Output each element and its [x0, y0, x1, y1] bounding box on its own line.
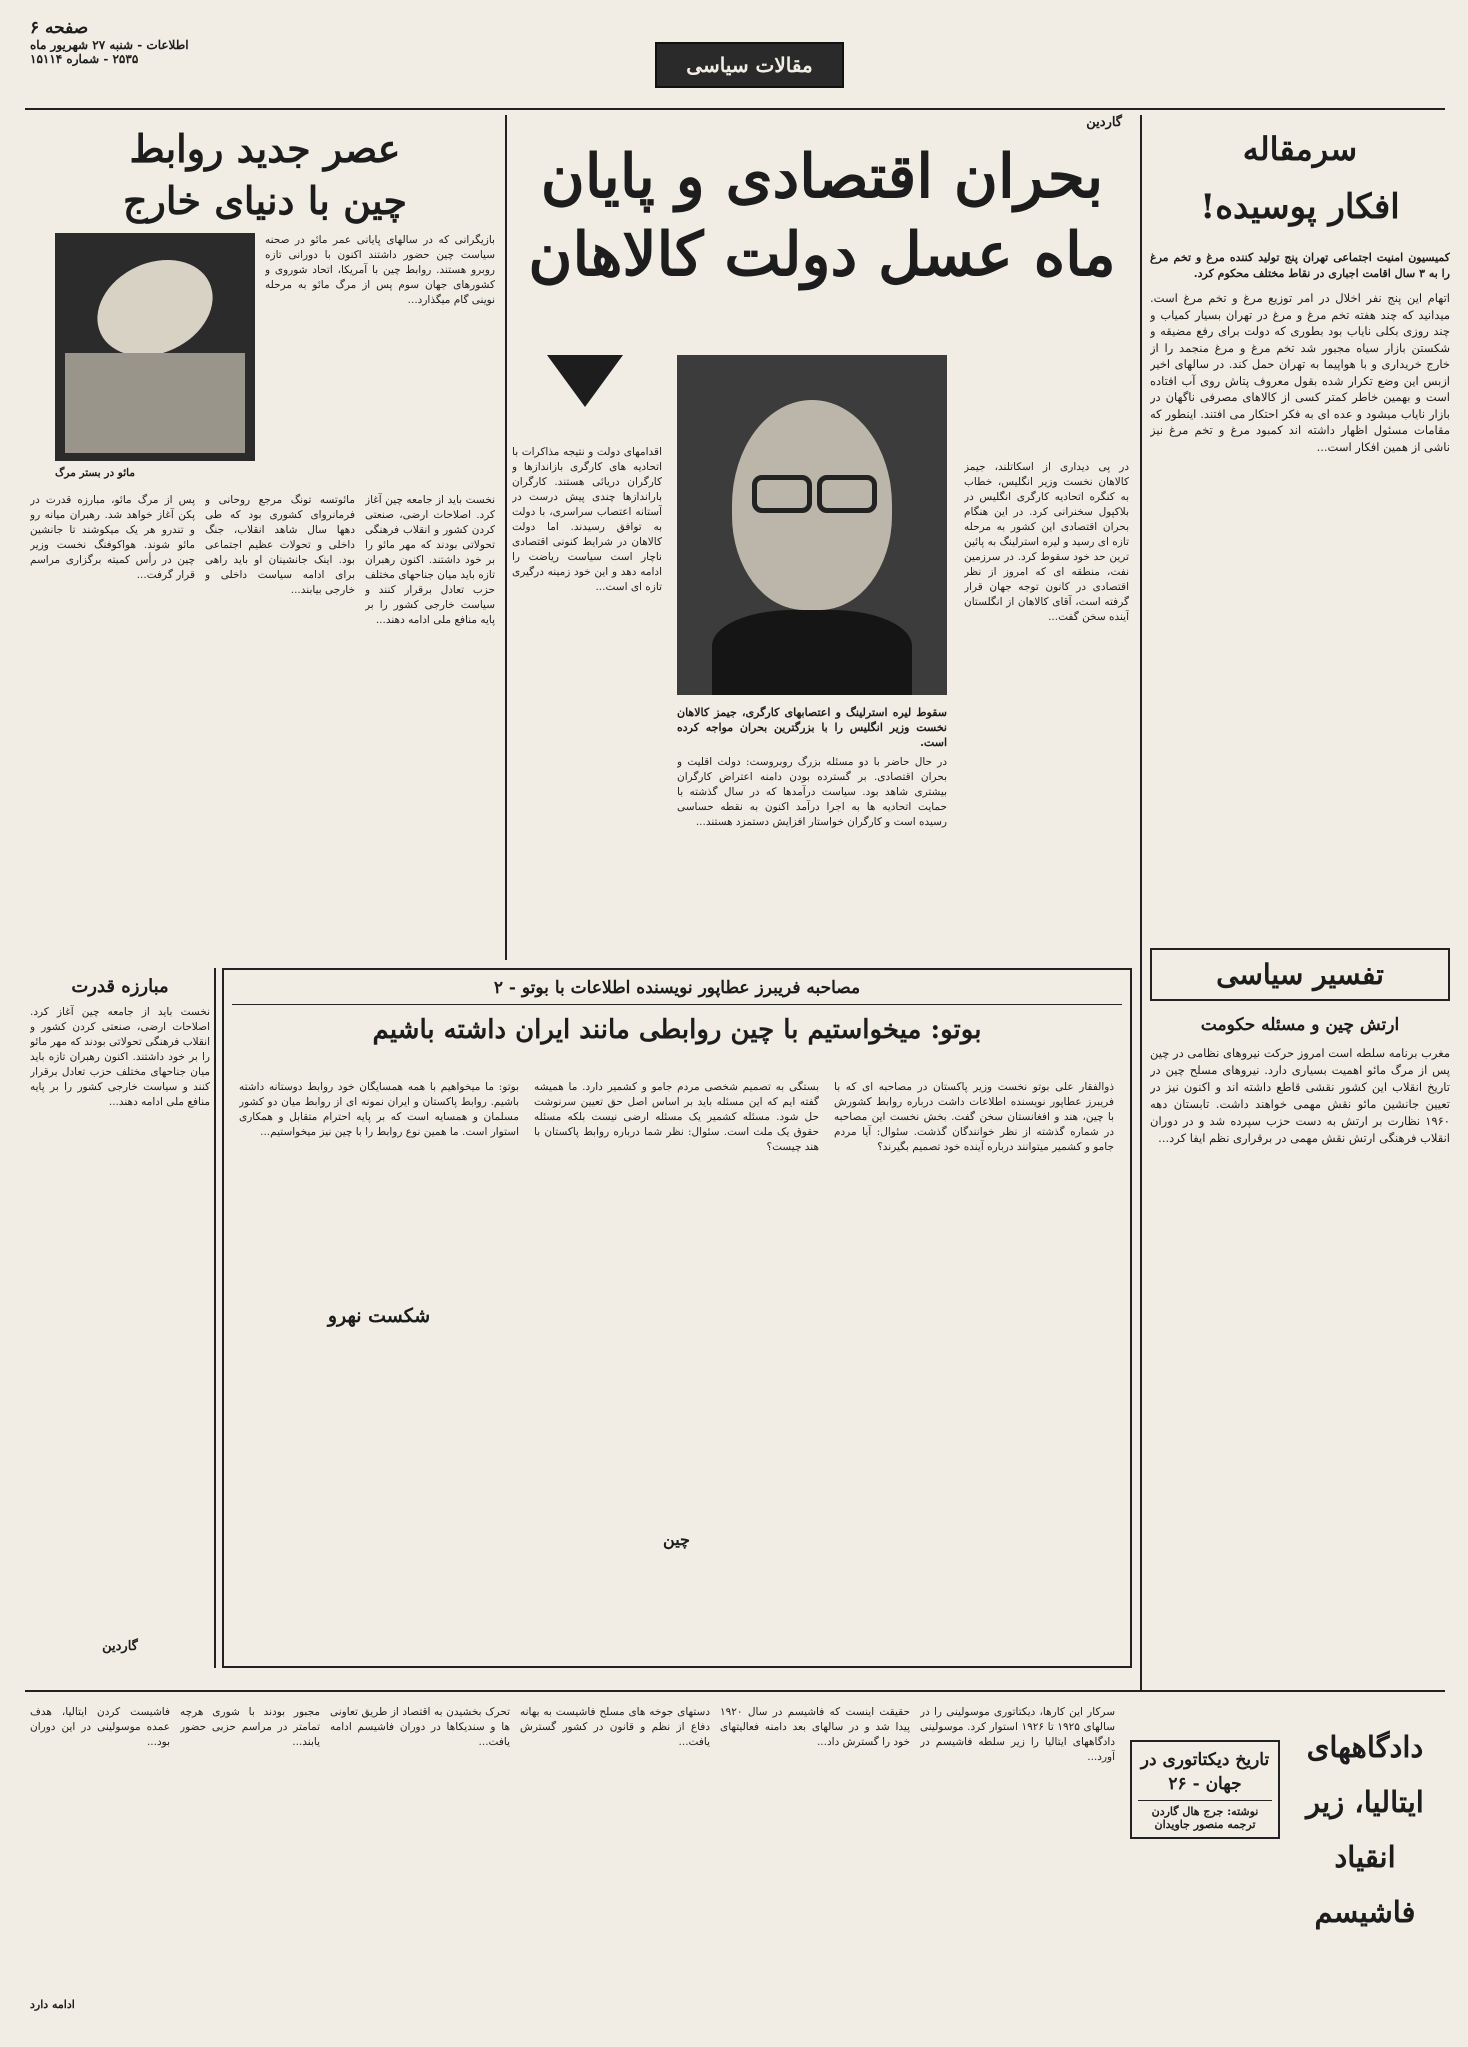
- editorial-column: [1150, 115, 1450, 1680]
- editorial-kicker: سرمقاله: [1242, 130, 1358, 168]
- series-translator: ترجمه منصور جاویدان: [1154, 1818, 1256, 1831]
- analysis-headline: ارتش چین و مسئله حکومت: [1200, 1015, 1400, 1035]
- power-struggle-title: مبارزه قدرت: [71, 976, 169, 997]
- series-author: نوشته: جرج هال گاردن: [1151, 1805, 1259, 1818]
- series-continued: ادامه دارد: [30, 1998, 75, 2011]
- callaghan-photo-caption: سقوط لیره استرلینگ و اعتصابهای کارگری، جیمز کالاهان نخست وزیر انگلیس را با بزرگترین بحران مواجه کرده است.: [677, 706, 947, 749]
- article-main-headline-2: ماه عسل دولت کالاهان: [528, 220, 1116, 290]
- article-china-headline-2: چین با دنیای خارج: [123, 178, 407, 223]
- section-banner: [655, 42, 844, 88]
- article-main-col-3: اقدامهای دولت و نتیجه مذاکرات با اتحادیه های کارگری بازاندازها و کارگران دریائی هستند. کارگران باراندازها چندی پیش درست در آستانه اعتصاب سراسری، با دولت به توافق رسیدند. اما دولت کالاهان در شرایط کنونی اقتصادی ناچار است سیاست ریاضت را ادامه دهد و این خود زمینه درگیری تازه ای است...: [512, 446, 662, 593]
- interview-col-1: ذوالفقار علی بوتو نخست وزیر پاکستان در مصاحبه ای که با فریبرز عطاپور نویسنده اطلاعات داشت درباره روابط کشورش با چین، هند و افغانستان سخن گفت. بخش نخست این مصاحبه در شماره گذشته از نظر خوانندگان گذشت. سئوال: آیا مردم جامو و کشمیر میتوانند درباره آینده خود تصمیم بگیرند؟: [834, 1081, 1114, 1153]
- interview-subhead-1: شکست نهرو: [327, 1305, 431, 1327]
- series-box: [1130, 1740, 1280, 1839]
- date-line: اطلاعات - شنبه ۲۷ شهریور ماه: [30, 38, 189, 52]
- interview-title: مصاحبه فریبرز عطاپور نویسنده اطلاعات با بوتو - ۲: [232, 978, 1122, 1005]
- series-col-5: مجبور بودند با شوری هرچه تمامتر در مراسم حزبی حضور یابند...: [180, 1706, 320, 1748]
- analysis-box: [1150, 948, 1450, 1001]
- issue-line: ۲۵۳۵ - شماره ۱۵۱۱۴: [30, 52, 139, 66]
- article-main-col-2: در حال حاضر با دو مسئله بزرگ روبروست: دولت اقلیت و بحران اقتصادی. بر گسترده بودن دامنه اعتراض کارگران بیشتری شاهد بود. سیاست درآمدها که در سال گذشته با حمایت اتحادیه ها به اجرا درآمد اکنون به نقطه حساسی رسیده است و کارگران خواستار افزایش دستمزد هستند...: [677, 756, 947, 828]
- interview-box: [222, 968, 1132, 1668]
- article-china-col-2: مائوتسه تونگ مرجع روحانی و فرمانروای کشوری بود که طی دهها سال شاهد انقلاب، جنگ داخلی و تحولات عظیم اجتماعی بود. اینک جانشینان او باید راهی برای ادامه سیاست داخلی و خارجی بیابند...: [205, 494, 355, 596]
- article-china-col-4: پس از مرگ مائو، مبارزه قدرت در پکن آغاز خواهد شد. رهبران میانه رو و تندرو هر یک میکوشند تا جانشین مائو شوند. هواکوفنگ نخست وزیر چین در رأس کمیته برگزاری مراسم قرار گرفت...: [30, 494, 195, 581]
- series-col-4: تحرک بخشیدن به اقتصاد از طریق تعاونی ها و سندیکاها در دوران فاشیسم ادامه یافت...: [330, 1706, 510, 1748]
- arrow-down-icon: [547, 355, 623, 407]
- left-column: [30, 968, 210, 1673]
- series-col-3: دستهای جوخه های مسلح فاشیست به بهانه دفاع از نظم و قانون در کشور گسترش یافت...: [520, 1706, 710, 1748]
- article-china: [30, 115, 500, 958]
- interview-headline: بوتو: میخواستیم با چین روابطی مانند ایران داشته باشیم: [372, 1015, 982, 1045]
- mao-photo: [55, 233, 255, 461]
- power-struggle-body: نخست باید از جامعه چین آغاز کرد. اصلاحات ارضی، صنعتی کردن کشور و انقلاب فرهنگی تحولاتی بودند که مهر مائو را بر خود داشتند. اکنون رهبران تازه باید میان جناحهای مختلف حزب تعادل برقرار کنند و سیاست خارجی کشور را بر پایه منافع ملی ادامه دهند...: [30, 1006, 210, 1108]
- interview-col-3: بوتو: ما میخواهیم با همه همسایگان خود روابط دوستانه داشته باشیم. روابط پاکستان و ایران نمونه ای از روابط میان دو کشور مسلمان و همسایه است که بر پایه احترام متقابل و همکاری استوار است. ما همین نوع روابط را با چین نیز میخواستیم...: [239, 1081, 519, 1138]
- editorial-lead: کمیسیون امنیت اجتماعی تهران پنج تولید کننده مرغ و تخم مرغ را به ۳ سال اقامت اجباری در نقاط مختلف محکوم کرد.: [1150, 251, 1450, 280]
- page-number: صفحه ۶: [30, 18, 89, 38]
- article-main: [512, 115, 1132, 958]
- interview-col-2: بستگی به تصمیم شخصی مردم جامو و کشمیر دارد. ما همیشه گفته ایم که این مسئله باید بر اساس اصل حق تعیین سرنوشت حل شود. مسئله کشمیر یک مسئله ارضی نیست بلکه مسئله حقوق یک ملت است. سئوال: نظر شما درباره روابط پاکستان با هند چیست؟: [534, 1081, 819, 1153]
- mao-photo-caption: مائو در بستر مرگ: [55, 467, 135, 479]
- analysis-title: تفسیر سیاسی: [1216, 958, 1384, 991]
- interview-subhead-2: چین: [663, 1530, 690, 1549]
- article-china-col-1: بازیگرانی که در سالهای پایانی عمر مائو در صحنه سیاست چین حضور داشتند اکنون با دورانی تازه روبرو هستند. روابط چین با آمریکا، اتحاد شوروی و کشورهای جهان سوم پس از مرگ مائو به مرحله نوینی گام میگذارد...: [265, 234, 495, 306]
- series-col-2: حقیقت اینست که فاشیسم در سال ۱۹۲۰ پیدا شد و در سالهای بعد دامنه فعالیتهای خود را گسترش داد...: [720, 1706, 910, 1748]
- article-main-author: گاردین: [1086, 115, 1122, 130]
- series-col-6: فاشیست کردن ایتالیا، هدف عمده موسولینی در این دوران بود...: [30, 1706, 170, 1748]
- article-china-headline-1: عصر جدید روابط: [129, 126, 401, 171]
- analysis-body: مغرب برنامه سلطه است امروز حرکت نیروهای نظامی در چین پس از مرگ مائو اهمیت بسیاری دارد. نیروهای مسلح چین در تاریخ انقلاب این کشور نقشی قاطع داشته اند و اکنون نیز در تعیین جانشین مائو نقش مهمی خواهند داشت. تابستان دهه ۱۹۶۰ نظارت بر ارتش به دست حزب سپرده شد و در دوران انقلاب فرهنگی ارتش نقش مهمی در برقراری نظم ایفا کرد...: [1150, 1046, 1450, 1145]
- callaghan-photo: [677, 355, 947, 695]
- article-main-headline-1: بحران اقتصادی و پایان: [540, 142, 1104, 212]
- series-box-title: تاریخ دیکتاتوری در جهان - ۲۶: [1138, 1748, 1272, 1801]
- masthead-info: [30, 18, 290, 66]
- article-china-col-3: نخست باید از جامعه چین آغاز کرد. اصلاحات ارضی، صنعتی کردن کشور و انقلاب فرهنگی تحولاتی بودند که مهر مائو را بر خود داشتند. اکنون رهبران تازه باید میان جناحهای مختلف حزب تعادل برقرار کنند و سیاست خارجی کشور را بر پایه منافع ملی ادامه دهند...: [365, 494, 495, 626]
- series-headline: دادگاههای ایتالیا، زیر انقیاد فاشیسم: [1306, 1730, 1424, 1929]
- editorial-headline: افکار پوسیده!: [1200, 187, 1400, 227]
- series-section: [30, 1700, 1440, 2030]
- guardian-signature: گاردین: [102, 1639, 138, 1654]
- section-title: مقالات سیاسی: [686, 53, 813, 77]
- article-main-col-1: در پی دیداری از اسکاتلند، جیمز کالاهان نخست وزیر انگلیس، خطاب به کنگره اتحادیه کارگری انگلیس در بلاکپول سخنرانی کرد. در این هنگام بحران اقتصادی این کشور به مرحله تازه ای رسید و لیره استرلینگ به پائین ترین حد خود سقوط کرد. در سرزمین نفت، منطقه ای که امروز از نظر اقتصادی در کانون توجه جهان قرار گرفته است، آقای کالاهان از انگلستان آینده سخن گفت...: [964, 461, 1129, 623]
- series-col-1: سرکار این کارها، دیکتاتوری موسولینی را در سالهای ۱۹۲۵ تا ۱۹۲۶ استوار کرد. موسولینی دادگاههای ایتالیا را زیر سلطه فاشیسم در آورد...: [920, 1706, 1115, 1763]
- editorial-body: اتهام این پنج نفر اخلال در امر توزیع مرغ و تخم مرغ است. میدانید که چند هفته تخم مرغ و مرغ در تهران بسیار کمیاب و چند روزی بکلی نایاب بود بطوری که دولت برای رفع مضیقه و شکستن بازار سیاه مجبور شد تخم مرغ و مرغ منجمد را از خارج خریداری و با هواپیما به تهران حمل کند. در سالهای اخیر ازبس این وضع تکرار شده بقول معروف پتاش روی آب افتاده است و بهمین خاطر کمتر کسی از کالاهای مصرفی ناگهان در بازار نایاب میشود و عده ای به فکر احتکار می افتند. اینطور که مقامات مسئول اظهار داشته اند کمبود مرغ و تخم مرغ نیز ناشی از همین افکار است...: [1150, 291, 1450, 454]
